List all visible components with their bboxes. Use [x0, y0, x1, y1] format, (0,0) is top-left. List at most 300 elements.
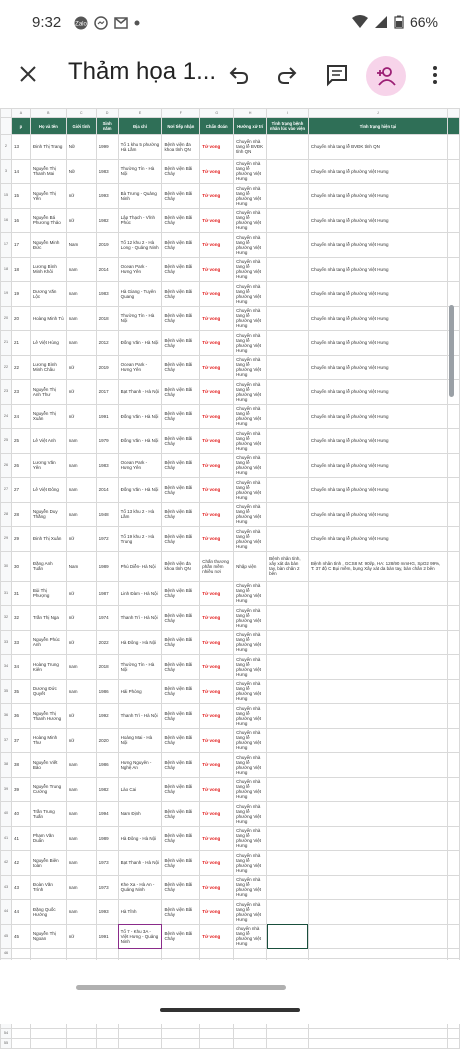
cell-h[interactable]: Chuyển nhà tang lễ phường Việt Hưng: [234, 753, 267, 778]
cell-g[interactable]: Tử vong: [200, 453, 234, 478]
cell-h[interactable]: Chuyển nhà tang lễ phường Việt Hưng: [234, 728, 267, 753]
row-number[interactable]: 35: [1, 679, 12, 704]
home-indicator[interactable]: [160, 1008, 300, 1012]
cell-j[interactable]: Chuyển nhà tang lễ phường Việt Hưng: [308, 159, 447, 184]
cell-b[interactable]: Đinh Thị Trang: [30, 135, 66, 160]
row-number[interactable]: 36: [1, 704, 12, 729]
empty-cell[interactable]: [96, 1039, 118, 1049]
empty-cell[interactable]: [30, 1039, 66, 1049]
cell-j[interactable]: [308, 900, 447, 925]
cell-a[interactable]: 16: [11, 208, 30, 233]
empty-cell[interactable]: [200, 949, 234, 959]
cell-c[interactable]: nữ: [66, 404, 96, 429]
row-number[interactable]: 37: [1, 728, 12, 753]
empty-cell[interactable]: [200, 1039, 234, 1049]
cell-h[interactable]: Chuyển nhà tang lễ phường Việt Hưng: [234, 851, 267, 876]
cell-d[interactable]: 1992: [96, 704, 118, 729]
cell-e[interactable]: Hải Phòng: [118, 679, 162, 704]
cell-h[interactable]: Chuyển nhà tang lễ BVĐK tỉnh QN: [234, 135, 267, 160]
cell-i[interactable]: [267, 851, 309, 876]
cell-f[interactable]: Bệnh viện Bãi Cháy: [162, 233, 200, 258]
close-icon[interactable]: [14, 60, 42, 88]
cell-b[interactable]: Phạm Văn Duẩn: [30, 826, 66, 851]
share-button[interactable]: [366, 56, 406, 96]
undo-icon[interactable]: [224, 60, 254, 90]
cell-e[interactable]: Thanh Trì - Hà Nội: [118, 704, 162, 729]
cell-f[interactable]: Bệnh viện Bãi Cháy: [162, 331, 200, 356]
empty-cell[interactable]: [267, 1039, 309, 1049]
empty-cell[interactable]: [66, 1039, 96, 1049]
cell-extra[interactable]: [447, 875, 459, 900]
cell-h[interactable]: Chuyển nhà tang lễ phường Việt Hưng: [234, 306, 267, 331]
empty-cell[interactable]: [11, 1039, 30, 1049]
cell-extra[interactable]: [447, 655, 459, 680]
cell-e[interactable]: Tổ 13 khu 2 - Hà Lầm: [118, 502, 162, 527]
row-number[interactable]: 39: [1, 777, 12, 802]
cell-a[interactable]: 14: [11, 159, 30, 184]
cell-f[interactable]: Bệnh viện Bãi Cháy: [162, 159, 200, 184]
cell-c[interactable]: nữ: [66, 581, 96, 606]
column-letter[interactable]: E: [118, 109, 162, 118]
cell-h[interactable]: Chuyển nhà tang lễ phường Việt Hưng: [234, 478, 267, 503]
cell-i[interactable]: [267, 429, 309, 454]
cell-d[interactable]: 1986: [96, 679, 118, 704]
cell-d[interactable]: 2022: [96, 630, 118, 655]
cell-f[interactable]: Bệnh viện Bãi Cháy: [162, 777, 200, 802]
cell-b[interactable]: Đinh Thị Xuân: [30, 527, 66, 552]
empty-cell[interactable]: [118, 1039, 162, 1049]
cell-extra[interactable]: [447, 802, 459, 827]
cell-extra[interactable]: [447, 606, 459, 631]
empty-cell[interactable]: [234, 1039, 267, 1049]
cell-j[interactable]: Chuyển nhà tang lễ phường Việt Hưng: [308, 404, 447, 429]
cell-f[interactable]: Bệnh viện Bãi Cháy: [162, 581, 200, 606]
cell-c[interactable]: nam: [66, 777, 96, 802]
cell-d[interactable]: 1973: [96, 851, 118, 876]
cell-e[interactable]: Tổ 7 - Khu 3A - Việt Hưng - Quảng Ninh: [118, 924, 162, 949]
column-header[interactable]: Hướng xử trí: [234, 118, 267, 135]
column-header[interactable]: Địa chỉ: [118, 118, 162, 135]
comment-icon[interactable]: [322, 60, 352, 90]
row-number[interactable]: 17: [1, 233, 12, 258]
empty-cell[interactable]: [267, 949, 309, 959]
cell-j[interactable]: Chuyển nhà tang lễ phường Việt Hưng: [308, 184, 447, 209]
cell-e[interactable]: Đống Văn - Hà Nội: [118, 404, 162, 429]
cell-j[interactable]: Chuyển nhà tang lễ phường Việt Hưng: [308, 282, 447, 307]
cell-j[interactable]: Chuyển nhà tang lễ phường Việt Hưng: [308, 429, 447, 454]
cell-f[interactable]: Bệnh viện Bãi Cháy: [162, 875, 200, 900]
cell-d[interactable]: 1991: [96, 924, 118, 949]
column-letter[interactable]: [1, 109, 12, 118]
cell-f[interactable]: Bệnh viện Bãi Cháy: [162, 802, 200, 827]
row-number[interactable]: 24: [1, 404, 12, 429]
empty-cell[interactable]: [118, 949, 162, 959]
cell-a[interactable]: 13: [11, 135, 30, 160]
cell-b[interactable]: Trần Trung Tuấn: [30, 802, 66, 827]
cell-i[interactable]: [267, 478, 309, 503]
cell-f[interactable]: Bệnh viện Bãi Cháy: [162, 306, 200, 331]
cell-d[interactable]: 2020: [96, 728, 118, 753]
row-number[interactable]: 40: [1, 802, 12, 827]
cell-a[interactable]: 17: [11, 233, 30, 258]
cell-e[interactable]: Thường Tín - Hà Nội: [118, 306, 162, 331]
cell-e[interactable]: Thường Tín - Hà Nội: [118, 159, 162, 184]
cell-e[interactable]: Đống Văn - Hà Nội: [118, 331, 162, 356]
cell-extra[interactable]: [447, 257, 459, 282]
column-header[interactable]: Chẩn đoán: [200, 118, 234, 135]
cell-extra[interactable]: [447, 404, 459, 429]
empty-cell[interactable]: [234, 949, 267, 959]
cell-g[interactable]: Tử vong: [200, 502, 234, 527]
cell-c[interactable]: nam: [66, 331, 96, 356]
cell-h[interactable]: Chuyển nhà tang lễ phường Việt Hưng: [234, 233, 267, 258]
cell-g[interactable]: Tử vong: [200, 478, 234, 503]
cell-b[interactable]: Lương Bình Minh Châu: [30, 355, 66, 380]
cell-h[interactable]: Chuyển nhà tang lễ phường Việt Hưng: [234, 606, 267, 631]
empty-cell[interactable]: [162, 1029, 200, 1039]
cell-h[interactable]: Chuyển nhà tang lễ phường Việt Hưng: [234, 655, 267, 680]
cell-g[interactable]: Tử vong: [200, 606, 234, 631]
cell-h[interactable]: Chuyển nhà tang lễ phường Việt Hưng: [234, 581, 267, 606]
cell-a[interactable]: 28: [11, 502, 30, 527]
cell-i[interactable]: [267, 257, 309, 282]
column-letter[interactable]: F: [162, 109, 200, 118]
cell-f[interactable]: Bệnh viện Bãi Cháy: [162, 502, 200, 527]
cell-j[interactable]: [308, 704, 447, 729]
row-number[interactable]: 21: [1, 331, 12, 356]
cell-b[interactable]: Lương Văn Yên: [30, 453, 66, 478]
cell-a[interactable]: 25: [11, 429, 30, 454]
row-number[interactable]: 15: [1, 184, 12, 209]
cell-j[interactable]: [308, 679, 447, 704]
cell-b[interactable]: Hoàng Minh Thư: [30, 728, 66, 753]
cell-g[interactable]: Tử vong: [200, 282, 234, 307]
cell-g[interactable]: Tử vong: [200, 429, 234, 454]
cell-g[interactable]: Tử vong: [200, 924, 234, 949]
cell-d[interactable]: 1972: [96, 527, 118, 552]
cell-b[interactable]: Nguyễn Phúc Anh: [30, 630, 66, 655]
cell-a[interactable]: 41: [11, 826, 30, 851]
cell-b[interactable]: Trần Thị Nga: [30, 606, 66, 631]
cell-extra[interactable]: [447, 704, 459, 729]
row-number[interactable]: 19: [1, 282, 12, 307]
cell-g[interactable]: Tử vong: [200, 135, 234, 160]
row-number[interactable]: [1, 118, 12, 135]
row-number[interactable]: 41: [1, 826, 12, 851]
cell-f[interactable]: Bệnh viện Bãi Cháy: [162, 655, 200, 680]
cell-j[interactable]: [308, 851, 447, 876]
cell-j[interactable]: [308, 826, 447, 851]
cell-b[interactable]: Lương Bình Minh Khôi: [30, 257, 66, 282]
cell-j[interactable]: [308, 606, 447, 631]
cell-a[interactable]: 40: [11, 802, 30, 827]
row-number[interactable]: 38: [1, 753, 12, 778]
cell-extra[interactable]: [447, 728, 459, 753]
cell-e[interactable]: Ocean Park - Hưng Yên: [118, 355, 162, 380]
cell-b[interactable]: Nguyễn Thị Yến: [30, 184, 66, 209]
cell-g[interactable]: Tử vong: [200, 851, 234, 876]
cell-extra[interactable]: [447, 159, 459, 184]
cell-b[interactable]: Lê Việt Anh: [30, 429, 66, 454]
cell-a[interactable]: 30: [11, 551, 30, 581]
cell-a[interactable]: 32: [11, 606, 30, 631]
cell-h[interactable]: Chuyển nhà tang lễ phường Việt Hưng: [234, 527, 267, 552]
cell-g[interactable]: Tử vong: [200, 159, 234, 184]
column-header[interactable]: Tình trạng bệnh nhân lúc vào viện: [267, 118, 309, 135]
cell-g[interactable]: Tử vong: [200, 728, 234, 753]
cell-d[interactable]: 1982: [96, 777, 118, 802]
spreadsheet-grid[interactable]: [0, 108, 460, 1045]
cell-e[interactable]: Bạt Thanh - Hà Nội: [118, 380, 162, 405]
row-number[interactable]: 29: [1, 527, 12, 552]
empty-cell[interactable]: [447, 1039, 459, 1049]
cell-f[interactable]: Bệnh viện đa khoa tỉnh QN: [162, 135, 200, 160]
cell-i[interactable]: [267, 704, 309, 729]
cell-a[interactable]: 36: [11, 704, 30, 729]
cell-e[interactable]: Thanh Trì - Hà Nội: [118, 606, 162, 631]
cell-c[interactable]: nam: [66, 306, 96, 331]
cell-h[interactable]: Chuyển nhà tang lễ phường Việt Hưng: [234, 282, 267, 307]
cell-h[interactable]: Nhập viện: [234, 551, 267, 581]
cell-b[interactable]: Hoàng Trung Kiên: [30, 655, 66, 680]
cell-b[interactable]: Nguyễn Bá Phương Thảo: [30, 208, 66, 233]
cell-d[interactable]: 1993: [96, 900, 118, 925]
cell-a[interactable]: 31: [11, 581, 30, 606]
cell-d[interactable]: 2012: [96, 331, 118, 356]
cell-extra[interactable]: [447, 551, 459, 581]
cell-h[interactable]: Chuyển nhà tang lễ phường Việt Hưng: [234, 704, 267, 729]
empty-cell[interactable]: [234, 1029, 267, 1039]
cell-f[interactable]: Bệnh viện Bãi Cháy: [162, 355, 200, 380]
column-header[interactable]: [447, 118, 459, 135]
cell-d[interactable]: 2014: [96, 478, 118, 503]
cell-f[interactable]: Bệnh viện Bãi Cháy: [162, 826, 200, 851]
empty-cell[interactable]: [30, 949, 66, 959]
cell-extra[interactable]: [447, 630, 459, 655]
cell-b[interactable]: Đoàn Văn Trình: [30, 875, 66, 900]
cell-a[interactable]: 38: [11, 753, 30, 778]
cell-b[interactable]: Dương Đức Quyết: [30, 679, 66, 704]
cell-e[interactable]: Lập Thạch - Vĩnh Phúc: [118, 208, 162, 233]
cell-d[interactable]: 1991: [96, 404, 118, 429]
cell-e[interactable]: Đống Văn - Hà Nội: [118, 478, 162, 503]
cell-i[interactable]: [267, 355, 309, 380]
row-number[interactable]: 42: [1, 851, 12, 876]
cell-i[interactable]: Bệnh nhân tỉnh, xây xát da bàn tay, bàn chân 2 bên: [267, 551, 309, 581]
cell-d[interactable]: 2019: [96, 233, 118, 258]
cell-g[interactable]: Tử vong: [200, 527, 234, 552]
cell-extra[interactable]: [447, 581, 459, 606]
cell-c[interactable]: nam: [66, 679, 96, 704]
cell-extra[interactable]: [447, 478, 459, 503]
cell-h[interactable]: Chuyển nhà tang lễ phường Việt Hưng: [234, 802, 267, 827]
column-letter[interactable]: H: [234, 109, 267, 118]
column-letter[interactable]: B: [30, 109, 66, 118]
cell-h[interactable]: Chuyển nhà tang lễ phường Việt Hưng: [234, 331, 267, 356]
cell-a[interactable]: 39: [11, 777, 30, 802]
cell-e[interactable]: Bạt Thanh - Hà Nội: [118, 851, 162, 876]
cell-g[interactable]: Tử vong: [200, 331, 234, 356]
cell-d[interactable]: 2017: [96, 380, 118, 405]
row-number[interactable]: 43: [1, 875, 12, 900]
cell-extra[interactable]: [447, 753, 459, 778]
cell-j[interactable]: Chuyển nhà tang lễ BVĐK tỉnh QN: [308, 135, 447, 160]
cell-c[interactable]: nam: [66, 502, 96, 527]
cell-extra[interactable]: [447, 924, 459, 949]
cell-a[interactable]: 26: [11, 453, 30, 478]
cell-c[interactable]: nữ: [66, 527, 96, 552]
cell-g[interactable]: Tử vong: [200, 208, 234, 233]
cell-i[interactable]: [267, 135, 309, 160]
cell-a[interactable]: 15: [11, 184, 30, 209]
cell-j[interactable]: [308, 728, 447, 753]
cell-h[interactable]: Chuyển nhà tang lễ phường Việt Hưng: [234, 404, 267, 429]
empty-cell[interactable]: [30, 1029, 66, 1039]
empty-cell[interactable]: [308, 949, 447, 959]
cell-a[interactable]: 18: [11, 257, 30, 282]
cell-b[interactable]: Nguyễn Thị Anh Thư: [30, 380, 66, 405]
cell-j[interactable]: Chuyển nhà tang lễ phường Việt Hưng: [308, 380, 447, 405]
cell-e[interactable]: Phú Diễn- Hà Nội: [118, 551, 162, 581]
cell-c[interactable]: Nam: [66, 233, 96, 258]
row-number[interactable]: 44: [1, 900, 12, 925]
row-number[interactable]: 30: [1, 551, 12, 581]
cell-i[interactable]: [267, 679, 309, 704]
cell-i[interactable]: [267, 233, 309, 258]
cell-e[interactable]: Hưng Nguyên - Nghệ An: [118, 753, 162, 778]
cell-c[interactable]: nam: [66, 826, 96, 851]
cell-a[interactable]: 23: [11, 380, 30, 405]
cell-a[interactable]: 24: [11, 404, 30, 429]
cell-b[interactable]: Đặng Quốc Hưởng: [30, 900, 66, 925]
cell-h[interactable]: Chuyển nhà tang lễ phường Việt Hưng: [234, 429, 267, 454]
cell-c[interactable]: Nữ: [66, 135, 96, 160]
cell-h[interactable]: Chuyển nhà tang lễ phường Việt Hưng: [234, 184, 267, 209]
row-number[interactable]: 2: [1, 135, 12, 160]
empty-cell[interactable]: [96, 949, 118, 959]
cell-d[interactable]: 1989: [96, 826, 118, 851]
cell-i[interactable]: [267, 875, 309, 900]
cell-g[interactable]: Tử vong: [200, 355, 234, 380]
cell-f[interactable]: Bệnh viện Bãi Cháy: [162, 679, 200, 704]
cell-d[interactable]: 1974: [96, 606, 118, 631]
cell-c[interactable]: nam: [66, 802, 96, 827]
cell-h[interactable]: Chuyển nhà tang lễ phường Việt Hưng: [234, 208, 267, 233]
row-number[interactable]: 46: [1, 949, 12, 959]
cell-b[interactable]: Nguyễn Minh Đức: [30, 233, 66, 258]
cell-e[interactable]: Tổ 12 khu 2 - Hà Long - Quảng Ninh: [118, 233, 162, 258]
cell-c[interactable]: nữ: [66, 355, 96, 380]
cell-b[interactable]: Nguyễn Viết Bảo: [30, 753, 66, 778]
cell-f[interactable]: Bệnh viện Bãi Cháy: [162, 184, 200, 209]
cell-g[interactable]: Tử vong: [200, 380, 234, 405]
column-letter[interactable]: [447, 109, 459, 118]
cell-b[interactable]: Lê Việt Hùng: [30, 331, 66, 356]
cell-e[interactable]: Thường Tín - Hà Nội: [118, 655, 162, 680]
cell-f[interactable]: Bệnh viện Bãi Cháy: [162, 282, 200, 307]
empty-cell[interactable]: [11, 949, 30, 959]
column-header[interactable]: Họ và tên: [30, 118, 66, 135]
column-letter[interactable]: A: [11, 109, 30, 118]
cell-e[interactable]: Hà Đông - Hà Nội: [118, 630, 162, 655]
cell-b[interactable]: Nguyễn Duy Thắng: [30, 502, 66, 527]
cell-i[interactable]: [267, 606, 309, 631]
cell-e[interactable]: Hà Tĩnh: [118, 900, 162, 925]
cell-a[interactable]: 45: [11, 924, 30, 949]
cell-c[interactable]: nam: [66, 453, 96, 478]
cell-i[interactable]: [267, 380, 309, 405]
row-number[interactable]: 27: [1, 478, 12, 503]
cell-extra[interactable]: [447, 851, 459, 876]
cell-e[interactable]: Bà Trưng - Quảng Ninh: [118, 184, 162, 209]
cell-a[interactable]: 33: [11, 630, 30, 655]
empty-cell[interactable]: [447, 949, 459, 959]
cell-c[interactable]: nam: [66, 753, 96, 778]
cell-j[interactable]: Chuyển nhà tang lễ phường Việt Hưng: [308, 355, 447, 380]
cell-extra[interactable]: [447, 208, 459, 233]
cell-a[interactable]: 20: [11, 306, 30, 331]
cell-c[interactable]: nam: [66, 282, 96, 307]
cell-j[interactable]: [308, 777, 447, 802]
cell-i[interactable]: [267, 802, 309, 827]
cell-a[interactable]: 44: [11, 900, 30, 925]
empty-cell[interactable]: [118, 1029, 162, 1039]
cell-f[interactable]: Bệnh viện Bãi Cháy: [162, 924, 200, 949]
cell-i[interactable]: [267, 404, 309, 429]
cell-i[interactable]: [267, 753, 309, 778]
cell-i[interactable]: [267, 777, 309, 802]
cell-g[interactable]: Chấn thương phần mềm nhiều nơi: [200, 551, 234, 581]
cell-h[interactable]: Chuyển nhà tang lễ phường Việt Hưng: [234, 502, 267, 527]
cell-a[interactable]: 19: [11, 282, 30, 307]
document-title[interactable]: Thảm họa 1...: [68, 58, 217, 85]
cell-f[interactable]: Bệnh viện Bãi Cháy: [162, 630, 200, 655]
cell-c[interactable]: nữ: [66, 924, 96, 949]
cell-d[interactable]: 1987: [96, 581, 118, 606]
cell-c[interactable]: nữ: [66, 728, 96, 753]
cell-b[interactable]: Nguyễn Thị Thanh Mai: [30, 159, 66, 184]
cell-extra[interactable]: [447, 777, 459, 802]
row-number[interactable]: 34: [1, 655, 12, 680]
cell-e[interactable]: Lào Cai: [118, 777, 162, 802]
row-number[interactable]: 22: [1, 355, 12, 380]
cell-f[interactable]: Bệnh viện Bãi Cháy: [162, 606, 200, 631]
cell-b[interactable]: Nguyễn Biên toàn: [30, 851, 66, 876]
cell-d[interactable]: 1989: [96, 551, 118, 581]
cell-j[interactable]: [308, 581, 447, 606]
empty-cell[interactable]: [162, 1039, 200, 1049]
cell-e[interactable]: Hà Đông - Hà Nội: [118, 826, 162, 851]
cell-i[interactable]: [267, 306, 309, 331]
cell-j[interactable]: Chuyển nhà tang lễ phường Việt Hưng: [308, 208, 447, 233]
cell-a[interactable]: 37: [11, 728, 30, 753]
cell-a[interactable]: 43: [11, 875, 30, 900]
cell-h[interactable]: Chuyển nhà tang lễ phường Việt Hưng: [234, 900, 267, 925]
row-number[interactable]: 18: [1, 257, 12, 282]
cell-a[interactable]: 29: [11, 527, 30, 552]
cell-j[interactable]: Chuyển nhà tang lễ phường Việt Hưng: [308, 257, 447, 282]
cell-d[interactable]: 1983: [96, 453, 118, 478]
row-number[interactable]: 45: [1, 924, 12, 949]
cell-d[interactable]: 1983: [96, 159, 118, 184]
cell-a[interactable]: 27: [11, 478, 30, 503]
cell-b[interactable]: Nguyễn Thị Xuân: [30, 404, 66, 429]
cell-g[interactable]: Tử vong: [200, 233, 234, 258]
cell-i[interactable]: [267, 826, 309, 851]
cell-d[interactable]: 1999: [96, 135, 118, 160]
cell-f[interactable]: Bệnh viện Bãi Cháy: [162, 429, 200, 454]
cell-g[interactable]: Tử vong: [200, 655, 234, 680]
